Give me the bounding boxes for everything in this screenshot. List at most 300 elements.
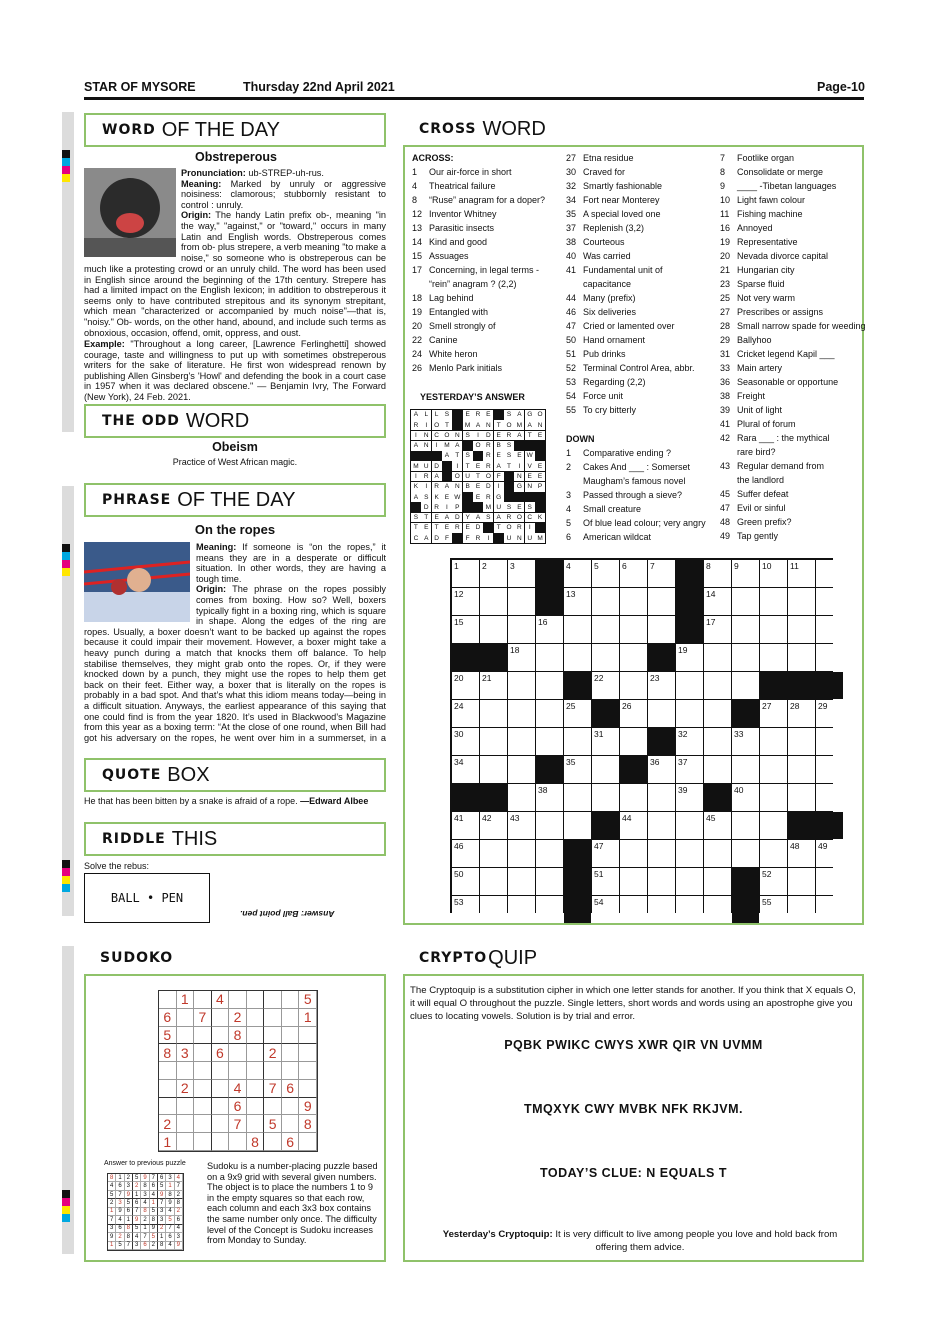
sudoku-cell[interactable] xyxy=(177,1062,195,1080)
clue-text: capacitance xyxy=(583,279,632,289)
crossword-cell[interactable] xyxy=(676,812,703,839)
sudoku-cell[interactable] xyxy=(282,1044,300,1062)
answer-cell: T xyxy=(411,523,421,533)
crossword-cell[interactable] xyxy=(788,896,815,923)
down-clues-col3 xyxy=(720,151,866,543)
answer-cell: S xyxy=(483,513,493,523)
crossword-cell[interactable] xyxy=(536,840,563,867)
sudoku-cell[interactable] xyxy=(247,1098,265,1116)
sudoku-cell[interactable] xyxy=(247,1027,265,1045)
sudoku-cell: 4 xyxy=(229,1080,247,1098)
crossword-cell[interactable] xyxy=(452,700,479,727)
crossword-cell[interactable] xyxy=(788,644,815,671)
answer-cell: 5 xyxy=(166,1216,174,1224)
sudoku-cell[interactable] xyxy=(229,991,247,1009)
crossword-cell[interactable] xyxy=(592,672,619,699)
crossword-cell[interactable] xyxy=(788,616,815,643)
crossword-cell[interactable] xyxy=(760,560,787,587)
clue-number: 14 xyxy=(412,237,423,247)
crossword-cell[interactable] xyxy=(760,784,787,811)
sudoku-cell[interactable] xyxy=(212,1098,230,1116)
word-description-top: Pronunciation: ub-STREP-uh-rus. Meaning: Marked by unruly or aggressive noisiness: clamorous; stubbornly resistant to control : unruly. Origin: The handy Latin prefix ob-, meaning "in the way," "against," or "toward," occurs in many Latin and English words. Obstreperous comes from ob- plus strepere, a verb meaning "to make a noise," so someone who is obstreperous can be xyxy=(181,168,386,263)
crossword-cell[interactable] xyxy=(508,784,535,811)
crossword-cell[interactable] xyxy=(816,616,843,643)
crossword-cell[interactable] xyxy=(620,700,647,727)
answer-cell: 3 xyxy=(116,1199,124,1207)
sudoku-cell[interactable] xyxy=(159,1080,177,1098)
crossword-cell[interactable] xyxy=(704,756,731,783)
sudoku-cell[interactable] xyxy=(177,1027,195,1045)
sudoku-cell[interactable] xyxy=(194,991,212,1009)
crossword-cell[interactable] xyxy=(508,560,535,587)
crossword-cell[interactable] xyxy=(480,896,507,923)
crossword-cell[interactable] xyxy=(732,840,759,867)
crossword-cell[interactable] xyxy=(480,700,507,727)
cell-number: 37 xyxy=(678,757,688,767)
answer-cell: O xyxy=(452,472,462,482)
crossword-cell[interactable] xyxy=(788,784,815,811)
clue-text: Tap gently xyxy=(737,531,779,541)
sudoku-cell[interactable] xyxy=(177,1098,195,1116)
answer-cell xyxy=(452,410,462,420)
crossword-cell[interactable] xyxy=(648,588,675,615)
word-example: Example: "Throughout a long career, [Lawrence Ferlinghetti] showed courage, taste and willingness to put up with sometimes obstreperous writers for the sake of literature. He first won widespread renown by publishing Allen Ginsberg's 'Howl' and defending the book in a court case in 1957 when it was declared obscene." — Benjamin Ivry, The Forward (New York), 24 Feb. 2021. xyxy=(84,339,386,402)
clue-number: 27 xyxy=(566,153,577,163)
crossword-cell[interactable] xyxy=(536,784,563,811)
crossword-cell[interactable] xyxy=(592,588,619,615)
sudoku-cell[interactable] xyxy=(229,1062,247,1080)
sudoku-cell[interactable] xyxy=(212,1080,230,1098)
crossword-cell[interactable] xyxy=(480,812,507,839)
crossword-cell[interactable] xyxy=(564,756,591,783)
crossword-cell[interactable] xyxy=(760,868,787,895)
sudoku-cell[interactable] xyxy=(212,1133,230,1151)
sudoku-cell[interactable] xyxy=(247,1115,265,1133)
clue-number: 36 xyxy=(720,377,731,387)
sudoku-cell[interactable] xyxy=(212,1062,230,1080)
crossword-cell[interactable] xyxy=(788,840,815,867)
crossword-cell[interactable] xyxy=(452,560,479,587)
crossword-cell[interactable] xyxy=(620,784,647,811)
crossword-cell[interactable] xyxy=(564,644,591,671)
answer-cell: I xyxy=(494,482,504,492)
sudoku-cell[interactable] xyxy=(194,1080,212,1098)
crossword-cell[interactable] xyxy=(508,868,535,895)
crossword-cell[interactable] xyxy=(480,868,507,895)
clue-number: 37 xyxy=(566,223,577,233)
crossword-cell[interactable] xyxy=(732,784,759,811)
cell-number: 47 xyxy=(594,841,604,851)
answer-cell: E xyxy=(473,492,483,502)
clue-number: 6 xyxy=(566,532,572,542)
sudoku-cell[interactable] xyxy=(282,1062,300,1080)
crossword-cell[interactable] xyxy=(788,588,815,615)
sudoku-cell[interactable] xyxy=(299,1133,317,1151)
crossword-cell[interactable] xyxy=(620,840,647,867)
black-square xyxy=(592,700,619,727)
answer-cell: C xyxy=(525,513,535,523)
color-registration-marks xyxy=(62,150,70,182)
crossword-cell[interactable] xyxy=(816,644,843,671)
answer-cell xyxy=(535,502,545,512)
crossword-cell[interactable] xyxy=(704,560,731,587)
crossword-cell[interactable] xyxy=(620,812,647,839)
crossword-cell[interactable] xyxy=(508,616,535,643)
crossword-cell[interactable] xyxy=(592,644,619,671)
answer-cell: R xyxy=(504,431,514,441)
clue xyxy=(720,221,866,235)
clue-text: Prescribes or assigns xyxy=(737,307,824,317)
clue-text: Theatrical failure xyxy=(429,181,496,191)
crossword-cell[interactable] xyxy=(788,700,815,727)
clue xyxy=(720,473,866,487)
sudoku-cell[interactable] xyxy=(264,1009,282,1027)
crossword-cell[interactable] xyxy=(788,728,815,755)
crossword-cell[interactable] xyxy=(508,840,535,867)
sudoku-cell[interactable] xyxy=(194,1133,212,1151)
crossword-cell[interactable] xyxy=(704,588,731,615)
clue xyxy=(720,445,866,459)
clue xyxy=(566,403,695,417)
crossword-cell[interactable] xyxy=(536,672,563,699)
crossword-cell[interactable] xyxy=(788,868,815,895)
sudoku-cell[interactable] xyxy=(194,1044,212,1062)
crossword-cell[interactable] xyxy=(480,840,507,867)
clue-number: 11 xyxy=(720,209,730,219)
crossword-cell[interactable] xyxy=(816,896,843,923)
clue-number: 44 xyxy=(566,293,577,303)
sudoku-cell[interactable] xyxy=(212,1027,230,1045)
sudoku-cell[interactable] xyxy=(194,1027,212,1045)
crossword-cell[interactable] xyxy=(564,588,591,615)
crossword-cell[interactable] xyxy=(816,560,843,587)
clue-number: 7 xyxy=(720,153,726,163)
crossword-cell[interactable] xyxy=(508,896,535,923)
crossword-cell[interactable] xyxy=(592,896,619,923)
crossword-cell[interactable] xyxy=(536,644,563,671)
sudoku-cell: 8 xyxy=(159,1044,177,1062)
crossword-cell[interactable] xyxy=(816,728,843,755)
answer-cell: S xyxy=(442,410,452,420)
answer-cell: 8 xyxy=(166,1191,174,1199)
clue-text: ____ -Tibetan languages xyxy=(737,181,837,191)
cell-number: 33 xyxy=(734,729,744,739)
crossword-cell[interactable] xyxy=(508,672,535,699)
crossword-cell[interactable] xyxy=(564,700,591,727)
crossword-cell[interactable] xyxy=(592,784,619,811)
answer-cell: A xyxy=(473,420,483,430)
crossword-cell[interactable] xyxy=(788,560,815,587)
crossword-cell[interactable] xyxy=(508,728,535,755)
sudoku-cell[interactable] xyxy=(212,1009,230,1027)
crossword-cell[interactable] xyxy=(732,560,759,587)
crossword-cell[interactable] xyxy=(480,756,507,783)
clue-text: Unit of light xyxy=(737,405,783,415)
clue xyxy=(566,502,706,516)
answer-cell: 6 xyxy=(150,1182,158,1190)
crossword-cell[interactable] xyxy=(592,756,619,783)
sudoku-cell[interactable] xyxy=(177,1009,195,1027)
crossword-cell[interactable] xyxy=(480,728,507,755)
crossword-cell[interactable] xyxy=(648,560,675,587)
answer-cell: O xyxy=(432,420,442,430)
crossword-cell[interactable] xyxy=(508,644,535,671)
crossword-cell[interactable] xyxy=(480,588,507,615)
sudoku-cell[interactable] xyxy=(229,1044,247,1062)
answer-cell: R xyxy=(483,492,493,502)
clue-text: American wildcat xyxy=(583,532,652,542)
crossword-cell[interactable] xyxy=(536,616,563,643)
crossword-cell[interactable] xyxy=(564,560,591,587)
crossword-cell[interactable] xyxy=(564,812,591,839)
crossword-cell[interactable] xyxy=(452,840,479,867)
sudoku-cell[interactable] xyxy=(194,1115,212,1133)
sudoku-cell[interactable] xyxy=(299,1027,317,1045)
crossword-cell[interactable] xyxy=(648,672,675,699)
sudoku-cell[interactable] xyxy=(159,991,177,1009)
crossword-cell[interactable] xyxy=(508,812,535,839)
answer-cell: D xyxy=(483,431,493,441)
crossword-cell[interactable] xyxy=(480,560,507,587)
riddle-answer: Answer: Ball point pen. xyxy=(240,909,335,919)
clue-number: 27 xyxy=(720,307,731,317)
clue-text: Fishing machine xyxy=(737,209,803,219)
crossword-cell[interactable] xyxy=(760,728,787,755)
color-registration-marks xyxy=(62,860,70,892)
crossword-cell[interactable] xyxy=(452,756,479,783)
sudoku-cell[interactable] xyxy=(282,1009,300,1027)
clue-text: Regular demand from xyxy=(737,461,825,471)
clue-text: Entangled with xyxy=(429,307,489,317)
crossword-cell[interactable] xyxy=(760,616,787,643)
crossword-cell[interactable] xyxy=(452,812,479,839)
sudoku-cell[interactable] xyxy=(282,991,300,1009)
crossword-cell[interactable] xyxy=(648,896,675,923)
sudoku-cell[interactable] xyxy=(247,1062,265,1080)
crossword-cell[interactable] xyxy=(452,616,479,643)
crossword-cell[interactable] xyxy=(760,644,787,671)
crossword-cell[interactable] xyxy=(648,616,675,643)
crossword-cell[interactable] xyxy=(536,812,563,839)
crossword-cell[interactable] xyxy=(620,672,647,699)
answer-cell: 1 xyxy=(133,1191,141,1199)
sudoku-cell[interactable] xyxy=(177,1133,195,1151)
crossword-cell[interactable] xyxy=(816,756,843,783)
header-rule xyxy=(84,97,864,100)
sudoku-cell[interactable] xyxy=(247,1009,265,1027)
crossword-heading: CROSS WORD xyxy=(403,113,864,147)
crossword-cell[interactable] xyxy=(760,840,787,867)
crossword-cell[interactable] xyxy=(620,588,647,615)
answer-cell xyxy=(494,533,504,543)
crossword-cell[interactable] xyxy=(648,700,675,727)
crossword-cell[interactable] xyxy=(592,868,619,895)
sudoku-cell[interactable] xyxy=(264,1027,282,1045)
crossword-cell[interactable] xyxy=(536,868,563,895)
crossword-cell[interactable] xyxy=(452,896,479,923)
answer-cell: I xyxy=(483,533,493,543)
answer-cell xyxy=(504,482,514,492)
crossword-cell[interactable] xyxy=(592,728,619,755)
answer-cell: 6 xyxy=(158,1174,166,1182)
sudoku-cell[interactable] xyxy=(264,1062,282,1080)
crossword-cell[interactable] xyxy=(620,560,647,587)
crossword-cell[interactable] xyxy=(676,840,703,867)
crossword-cell[interactable] xyxy=(648,812,675,839)
clue-text: Hand ornament xyxy=(583,335,646,345)
riddle-heading: RIDDLE THIS xyxy=(84,822,386,856)
answer-cell: I xyxy=(525,523,535,533)
crossword-cell[interactable] xyxy=(760,700,787,727)
crossword-cell[interactable] xyxy=(648,784,675,811)
crossword-cell[interactable] xyxy=(648,840,675,867)
crossword-cell[interactable] xyxy=(732,728,759,755)
sudoku-cell[interactable] xyxy=(159,1098,177,1116)
crossword-cell[interactable] xyxy=(676,756,703,783)
sudoku-cell[interactable] xyxy=(177,1115,195,1133)
answer-cell: S xyxy=(504,441,514,451)
crossword-cell[interactable] xyxy=(732,616,759,643)
sudoku-cell[interactable] xyxy=(282,1115,300,1133)
crossword-cell[interactable] xyxy=(620,728,647,755)
crossword-cell[interactable] xyxy=(564,728,591,755)
clue-number: 55 xyxy=(566,405,577,415)
crossword-cell[interactable] xyxy=(732,672,759,699)
clue xyxy=(566,474,706,488)
crossword-cell[interactable] xyxy=(816,700,843,727)
answer-cell: F xyxy=(494,472,504,482)
clue-number: 3 xyxy=(566,490,572,500)
crossword-cell[interactable] xyxy=(704,616,731,643)
crossword-cell[interactable] xyxy=(648,756,675,783)
crossword-cell[interactable] xyxy=(676,868,703,895)
clue-number: 53 xyxy=(566,377,577,387)
clue xyxy=(566,333,695,347)
crossword-cell[interactable] xyxy=(788,756,815,783)
crossword-cell[interactable] xyxy=(732,756,759,783)
crossword-cell[interactable] xyxy=(648,868,675,895)
crossword-cell[interactable] xyxy=(508,700,535,727)
crossword-cell[interactable] xyxy=(676,784,703,811)
crossword-cell[interactable] xyxy=(732,588,759,615)
crossword-cell[interactable] xyxy=(760,812,787,839)
sudoku-cell[interactable] xyxy=(264,1133,282,1151)
crossword-cell[interactable] xyxy=(704,812,731,839)
cell-number: 36 xyxy=(650,757,660,767)
black-square xyxy=(480,784,507,811)
sudoku-cell[interactable] xyxy=(299,1044,317,1062)
crossword-cell[interactable] xyxy=(704,700,731,727)
sudoku-cell[interactable] xyxy=(264,991,282,1009)
crossword-cell[interactable] xyxy=(480,672,507,699)
clue-number: 2 xyxy=(566,462,572,472)
answer-cell: E xyxy=(535,472,545,482)
crossword-cell[interactable] xyxy=(676,896,703,923)
crossword-cell[interactable] xyxy=(620,616,647,643)
crossword-cell[interactable] xyxy=(732,812,759,839)
crossword-cell[interactable] xyxy=(620,896,647,923)
answer-cell: 7 xyxy=(116,1191,124,1199)
sudoku-cell[interactable] xyxy=(247,1080,265,1098)
cell-number: 51 xyxy=(594,869,604,879)
sudoku-cell[interactable] xyxy=(264,1098,282,1116)
sudoku-cell[interactable] xyxy=(247,991,265,1009)
crossword-cell[interactable] xyxy=(480,616,507,643)
crossword-cell[interactable] xyxy=(536,700,563,727)
crossword-cell[interactable] xyxy=(592,560,619,587)
crossword-cell[interactable] xyxy=(620,644,647,671)
sudoku-cell[interactable] xyxy=(212,1115,230,1133)
crossword-cell[interactable] xyxy=(508,588,535,615)
cryptoquip-clue: TODAY’S CLUE: N EQUALS T xyxy=(539,1166,728,1180)
crossword-cell[interactable] xyxy=(676,700,703,727)
crossword-cell[interactable] xyxy=(452,868,479,895)
crossword-cell[interactable] xyxy=(452,672,479,699)
sudoku-cell[interactable] xyxy=(159,1062,177,1080)
sudoku-cell[interactable] xyxy=(299,1080,317,1098)
crossword-cell[interactable] xyxy=(816,840,843,867)
crossword-cell[interactable] xyxy=(816,868,843,895)
clue xyxy=(412,193,545,207)
clue-text: Maugham’s famous novel xyxy=(583,476,686,486)
crossword-cell[interactable] xyxy=(760,896,787,923)
answer-cell: M xyxy=(535,533,545,543)
crossword-cell[interactable] xyxy=(508,756,535,783)
crossword-cell[interactable] xyxy=(592,840,619,867)
sudoku-cell[interactable] xyxy=(247,1044,265,1062)
crossword-cell[interactable] xyxy=(452,728,479,755)
answer-cell: S xyxy=(525,502,535,512)
crossword-cell[interactable] xyxy=(816,588,843,615)
sudoku-cell[interactable] xyxy=(282,1098,300,1116)
clue xyxy=(720,333,866,347)
crossword-cell[interactable] xyxy=(704,896,731,923)
crossword-cell[interactable] xyxy=(816,784,843,811)
crossword-cell[interactable] xyxy=(704,728,731,755)
sudoku-cell[interactable] xyxy=(282,1027,300,1045)
crossword-cell[interactable] xyxy=(732,644,759,671)
answer-cell: 8 xyxy=(150,1216,158,1224)
crossword-cell[interactable] xyxy=(704,840,731,867)
clue-text: Lag behind xyxy=(429,293,474,303)
answer-cell: 7 xyxy=(141,1233,149,1241)
crossword-cell[interactable] xyxy=(620,868,647,895)
crossword-cell[interactable] xyxy=(676,728,703,755)
crossword-cell[interactable] xyxy=(536,896,563,923)
crossword-cell[interactable] xyxy=(704,644,731,671)
crossword-cell[interactable] xyxy=(452,588,479,615)
sudoku-cell[interactable] xyxy=(299,1062,317,1080)
crossword-cell[interactable] xyxy=(564,616,591,643)
cell-number: 8 xyxy=(706,561,711,571)
crossword-cell[interactable] xyxy=(564,784,591,811)
crossword-cell[interactable] xyxy=(704,672,731,699)
answer-cell: I xyxy=(432,441,442,451)
sudoku-cell[interactable] xyxy=(229,1133,247,1151)
sudoku-cell[interactable] xyxy=(194,1062,212,1080)
crossword-cell[interactable] xyxy=(592,616,619,643)
sudoku-cell[interactable] xyxy=(194,1098,212,1116)
crossword-cell[interactable] xyxy=(536,728,563,755)
clue-text: Rara ___ : the mythical xyxy=(737,433,830,443)
clue-text: Craved for xyxy=(583,167,626,177)
crossword-cell[interactable] xyxy=(704,868,731,895)
crossword-cell[interactable] xyxy=(760,756,787,783)
crossword-cell[interactable] xyxy=(760,588,787,615)
clue xyxy=(412,333,545,347)
crossword-cell[interactable] xyxy=(676,672,703,699)
crossword-cell[interactable] xyxy=(676,644,703,671)
